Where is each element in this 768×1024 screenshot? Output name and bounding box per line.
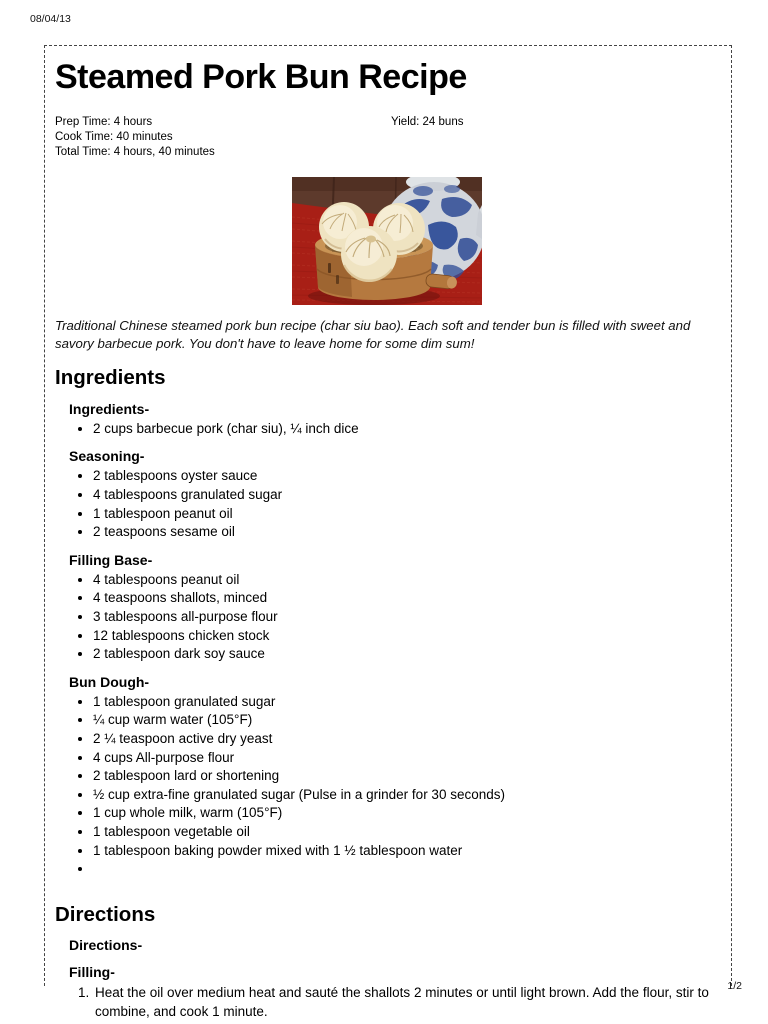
ingredient-item: • ½ cup extra-fine granulated sugar (Pulse in a grinder for 30 seconds)	[93, 786, 719, 805]
direction-step-list	[69, 983, 719, 1021]
ingredient-group-label: Seasoning-	[69, 448, 145, 465]
recipe-sheet	[44, 45, 732, 1020]
ingredient-item: • 1 cup whole milk, warm (105°F)	[93, 804, 719, 823]
ingredient-item: • 1 tablespoon peanut oil	[93, 505, 719, 524]
ingredient-item: • 1 tablespoon vegetable oil	[93, 823, 719, 842]
ingredient-group-label: Ingredients-	[69, 400, 150, 417]
cook-time: Cook Time: 40 minutes	[55, 131, 173, 144]
directions-heading: Directions	[55, 902, 156, 926]
ingredient-item: • 1 tablespoon granulated sugar	[93, 693, 719, 712]
yield: Yield: 24 buns	[391, 116, 464, 129]
ingredient-item: • 2 tablespoons oyster sauce	[93, 467, 719, 486]
ingredient-item: • 2 cups barbecue pork (char siu), ¼ inch dice	[93, 420, 719, 439]
ingredient-item: • 4 cups All-purpose flour	[93, 749, 719, 768]
ingredient-list	[69, 467, 719, 541]
ingredient-item	[93, 860, 719, 879]
ingredient-item: • 2 teaspoons sesame oil	[93, 523, 719, 542]
recipe-description: Traditional Chinese steamed pork bun recipe (char siu bao). Each soft and tender bun is filled with sweet and savory barbecue pork. You don't have to leave home for some dim sum!	[55, 318, 691, 352]
ingredient-item: • 4 tablespoons granulated sugar	[93, 486, 719, 505]
total-time: Total Time: 4 hours, 40 minutes	[55, 146, 215, 159]
ingredient-item: • 4 tablespoons peanut oil	[93, 571, 719, 590]
ingredient-item: • 12 tablespoons chicken stock	[93, 627, 719, 646]
direction-groups	[69, 937, 719, 1021]
ingredient-group-label: Filling Base-	[69, 551, 153, 568]
ingredient-item: • 4 teaspoons shallots, minced	[93, 589, 719, 608]
ingredient-groups	[69, 401, 719, 879]
prep-time: Prep Time: 4 hours	[55, 116, 153, 129]
ingredient-item: • 2 tablespoon lard or shortening	[93, 767, 719, 786]
direction-step: 1. Heat the oil over medium heat and sauté the shallots 2 minutes or until light brown. Add the flour, stir to combine, and cook 1 minute.	[93, 983, 719, 1021]
ingredient-list	[69, 571, 719, 664]
directions-sub-label: Directions-	[69, 937, 143, 954]
print-date: 08/04/13	[30, 13, 71, 25]
ingredient-item: • 3 tablespoons all-purpose flour	[93, 608, 719, 627]
ingredient-list	[69, 693, 719, 879]
direction-group-label: Filling-	[69, 964, 115, 981]
page-title: Steamed Pork Bun Recipe	[55, 58, 467, 96]
ingredient-list	[69, 420, 719, 439]
ingredient-item: • 1 tablespoon baking powder mixed with 1 ½ tablespoon water	[93, 842, 719, 861]
ingredient-item: • 2 tablespoon dark soy sauce	[93, 645, 719, 664]
recipe-meta	[55, 115, 719, 160]
page-indicator: 1/2	[727, 980, 742, 992]
ingredient-item: • ¼ cup warm water (105°F)	[93, 711, 719, 730]
ingredients-heading: Ingredients	[55, 366, 166, 390]
ingredient-item: • 2 ¼ teaspoon active dry yeast	[93, 730, 719, 749]
recipe-photo	[292, 177, 482, 305]
ingredient-group-label: Bun Dough-	[69, 673, 150, 690]
photo-bun-front	[341, 226, 397, 282]
